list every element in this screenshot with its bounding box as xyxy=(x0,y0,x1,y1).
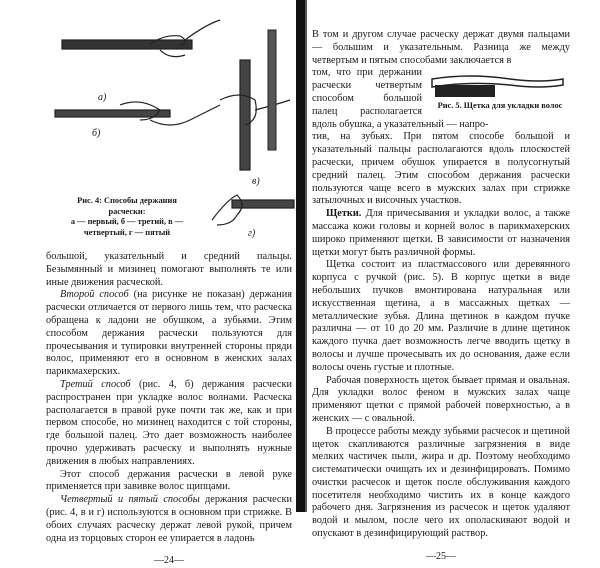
figure-label-g: г) xyxy=(248,228,256,239)
figure-label-b: б) xyxy=(92,128,101,139)
paragraph: том, что при держании расчески четвертым способом большой палец располагается вдоль обушка, а указательный — напро- xyxy=(312,67,489,130)
book-spine xyxy=(296,0,305,512)
figure-5-caption: Рис. 5. Щетка для укладки волос xyxy=(437,101,563,111)
paragraph: тив, на зубьях. При пятом способе большой и указательный пальцы располагаются вдоль плоскостей расчески, причем обушок упирается в полусогнутый средний палец. Этим способом держания расчески пользуются чаще всего в мужских залах при стрижке затылочных и височных участков. xyxy=(312,131,570,207)
paragraph: Щетка состоит из пластмассового или деревянного корпуса с ручкой (рис. 5). В корпус щетки в виде небольших пучков вмонтирована натуральная или искусственная щетина, а в массажных щетках — металлические зубья. Длина щетинок в каждом пучке различна — от 10 до 20 мм. Различие в длине щетинок каждого пучка дает возможность легче вводить щетку в волосы и лучше прочесывать их до основания, даже если волосы очень густые и плотные. xyxy=(312,259,570,373)
figure-5 xyxy=(430,71,570,112)
figure-label-v: в) xyxy=(252,176,260,187)
figure-4-caption-body: а — первый, б — третий, в — четвертый, г — пятый xyxy=(70,217,184,237)
page-number-right: —25— xyxy=(426,550,456,562)
comb-hand-a xyxy=(62,20,220,57)
figure-4-caption xyxy=(62,196,192,238)
paragraph: Четвертый и пятый способы держания расчески (рис. 4, в и г) используются в основном при стрижке. В обоих случаях расческу держат левой рукой, причем одна из торцовых сторон ее упирается в ладонь xyxy=(46,494,292,544)
comb-hand-v xyxy=(220,60,290,170)
paragraph: В процессе работы между зубьями расчесок и щетиной щеток скапливаются различные загрязнения в виде мелких частичек пыли, жира и др. Поэтому необходимо систематически очищать их и дезинфицировать. Помимо очистки расчесок и щеток после обслуживания каждого посетителя необходимо чистить их в конце каждого рабочего дня. Загрязнения из расчесок и щеток удаляют водой и мылом, после чего их ополаскивают водой и опускают в дезинфицирующий раствор. xyxy=(312,425,570,540)
paragraph: Этот способ держания расчески в левой руке применяется при завивке волос щипцами. xyxy=(46,468,292,493)
paragraph: Рабочая поверхность щеток бывает прямая и овальная. Для укладки волос феном в мужских залах чаще применяют щетки с прямой рабочей поверхностью, а в женских — с овальной. xyxy=(312,374,570,424)
hair-brush-illustration xyxy=(430,71,565,101)
book-spine-edge xyxy=(305,0,307,512)
figure-4-caption-title: Рис. 4: Способы держания расчески: xyxy=(77,196,177,216)
paragraph: Третий способ (рис. 4, б) держания расчески распространен при укладке волос волнами. Расческа располагается в правой руке почти так же, как и при первом способе, но мизинец находится с той стороны, где большой палец. Это дает возможность наиболее прочно удерживать расческу и выполнять нужные движения в любых направлениях. xyxy=(46,378,292,467)
paragraph: Щетки. Для причесывания и укладки волос, а также массажа кожи головы и корней волос в парикмахерских широко применяют щетки. В зависимости от назначения щетки могут быть различной формы. xyxy=(312,208,570,258)
right-page-text xyxy=(312,29,570,564)
figure-label-a: а) xyxy=(98,92,107,103)
page-number-left: —24— xyxy=(154,555,184,567)
comb-single xyxy=(268,30,276,150)
left-page-text xyxy=(46,251,292,568)
paragraph: Второй способ (на рисунке не показан) держания расчески отличается от первого лишь тем, что расческа обращена к ладони не обушком, а зубьями. Этим способом держания расчески пользуются для прочесывания и тупировки внутренней стороны пряди волос, применяют его в основном в женских залах парикмахерских. xyxy=(46,289,292,378)
comb-hand-b xyxy=(55,102,220,125)
paragraph: большой, указательный и средний пальцы. Безымянный и мизинец помогают выполнять те или иные движения расческой. xyxy=(46,251,292,288)
comb-hand-g xyxy=(212,195,294,225)
paragraph: В том и другом случае расческу держат двумя пальцами — большим и указательным. Разница же между четвертым и пятым способами заключается в xyxy=(312,29,570,66)
